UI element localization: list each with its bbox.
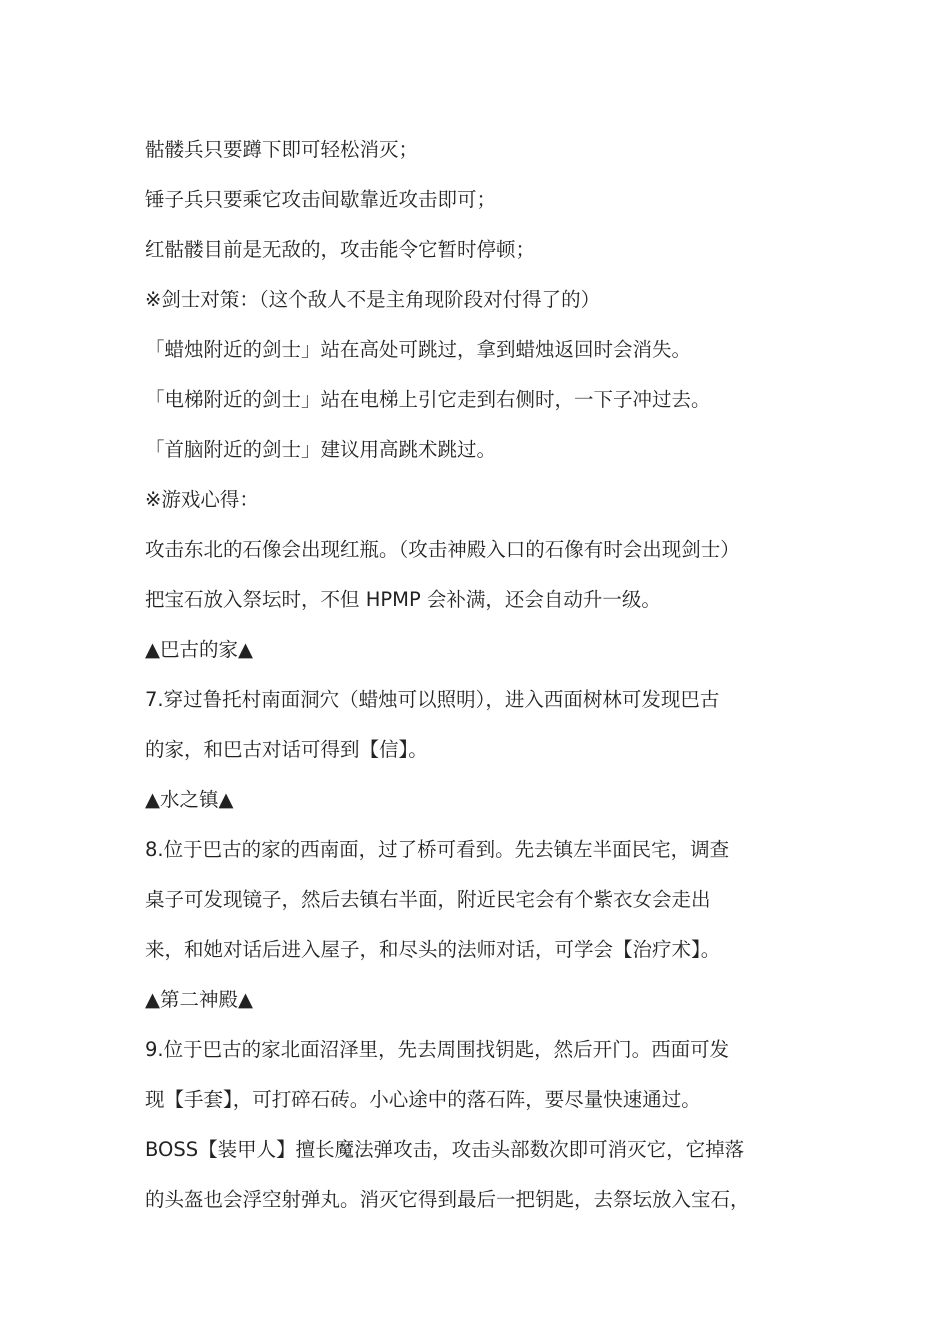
section-heading-bagu-house: ▲巴古的家▲ <box>145 638 253 661</box>
text-line-step-9a: 9.位于巴古的家北面沼泽里，先去周围找钥匙，然后开门。西面可发 <box>145 1038 730 1061</box>
text-line-altar: 把宝石放入祭坛时，不但 HPMP 会补满，还会自动升一级。 <box>145 588 661 611</box>
text-line-swordsman-boss: 「首脑附近的剑士」建议用高跳术跳过。 <box>145 438 497 461</box>
text-line-tips-hammer: 锤子兵只要乘它攻击间歇靠近攻击即可； <box>145 188 497 211</box>
text-line-boss-a: BOSS【装甲人】擅长魔法弹攻击，攻击头部数次即可消灭它，它掉落 <box>145 1138 745 1161</box>
text-line-tips-red-skeleton: 红骷髅目前是无敌的，攻击能令它暂时停顿； <box>145 238 536 261</box>
text-line-statue: 攻击东北的石像会出现红瓶。（攻击神殿入口的石像有时会出现剑士） <box>145 538 740 561</box>
text-line-swordsman-elevator: 「电梯附近的剑士」站在电梯上引它走到右侧时，一下子冲过去。 <box>145 388 711 411</box>
section-heading-water-town: ▲水之镇▲ <box>145 788 234 811</box>
text-line-swordsman-candle: 「蜡烛附近的剑士」站在高处可跳过，拿到蜡烛返回时会消失。 <box>145 338 692 361</box>
text-line-step-8a: 8.位于巴古的家的西南面，过了桥可看到。先去镇左半面民宅，调查 <box>145 838 730 861</box>
text-line-step-7b: 的家，和巴古对话可得到【信】。 <box>145 738 428 761</box>
text-line-tips-skeleton: 骷髅兵只要蹲下即可轻松消灭； <box>145 138 419 161</box>
text-line-step-7a: 7.穿过鲁托村南面洞穴（蜡烛可以照明），进入西面树林可发现巴古 <box>145 688 720 711</box>
section-heading-second-temple: ▲第二神殿▲ <box>145 988 253 1011</box>
text-line-step-8c: 来，和她对话后进入屋子，和尽头的法师对话，可学会【治疗术】。 <box>145 938 721 961</box>
text-line-boss-b: 的头盔也会浮空射弹丸。消灭它得到最后一把钥匙，去祭坛放入宝石， <box>145 1188 750 1211</box>
text-line-swordsman-heading: ※剑士对策：（这个敌人不是主角现阶段对付得了的） <box>145 288 601 311</box>
text-line-step-8b: 桌子可发现镜子，然后去镇右半面，附近民宅会有个紫衣女会走出 <box>145 888 711 911</box>
text-line-experience-heading: ※游戏心得： <box>145 488 259 511</box>
text-line-step-9b: 现【手套】，可打碎石砖。小心途中的落石阵，要尽量快速通过。 <box>145 1088 701 1111</box>
